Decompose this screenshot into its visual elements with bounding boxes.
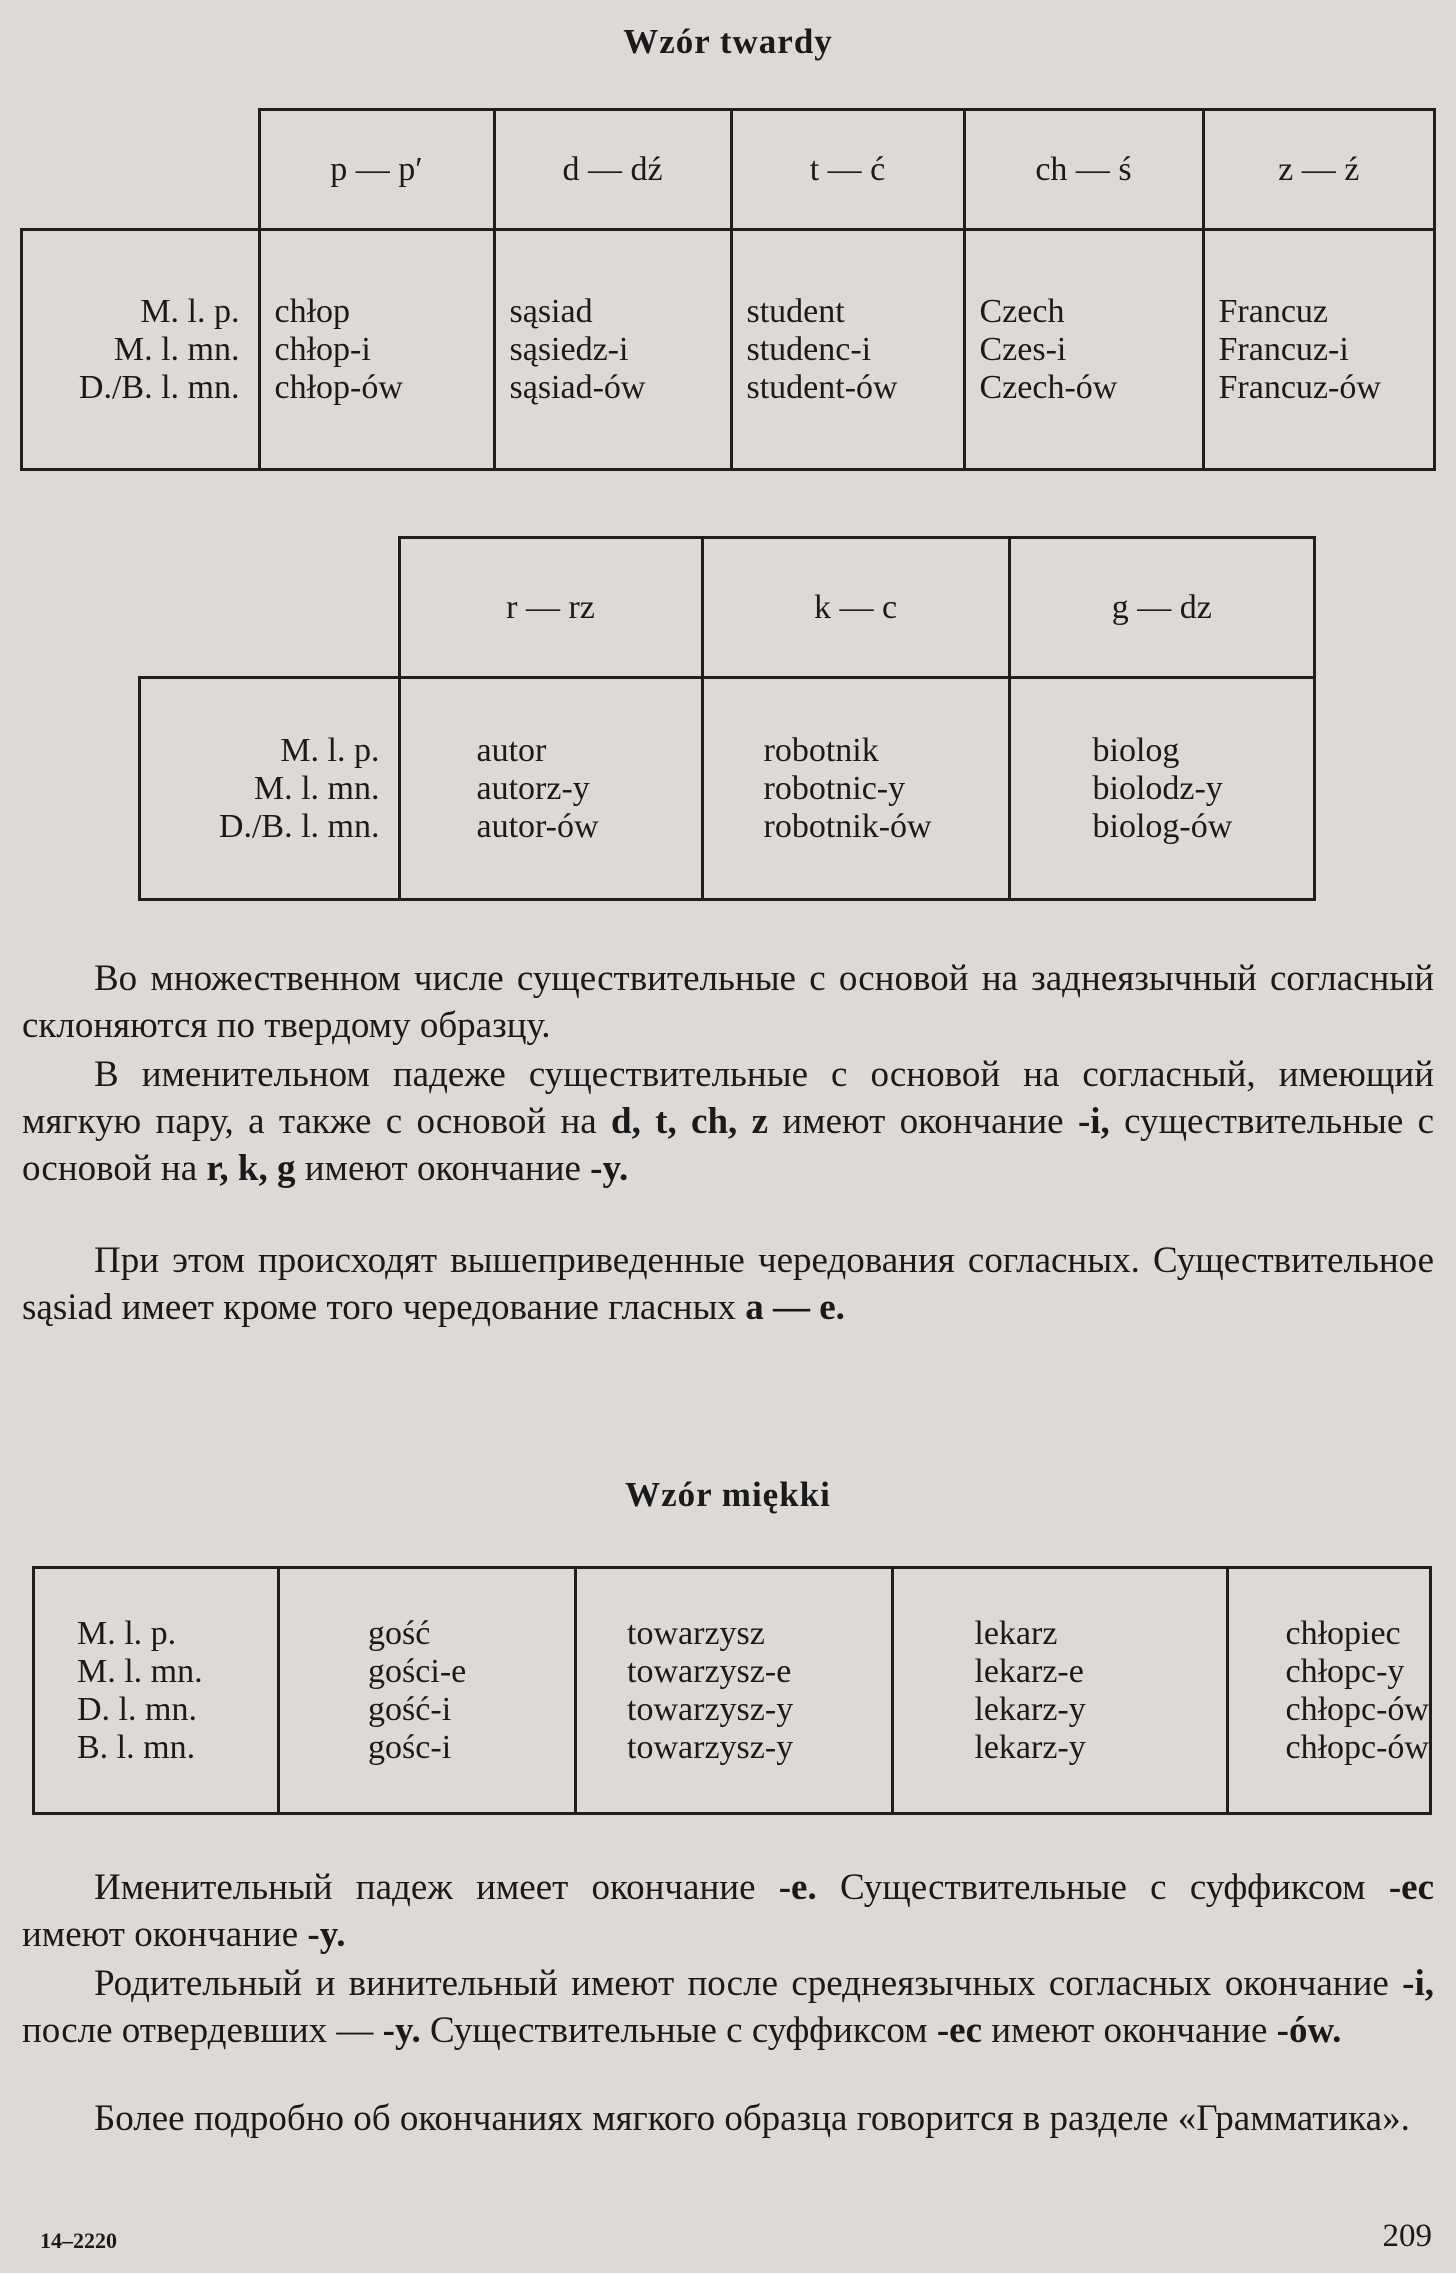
table2-case-labels: M. l. p. M. l. mn. D./B. l. mn. xyxy=(140,678,400,900)
table2-cell-biolog: biolog biolodz-y biolog-ów xyxy=(1009,678,1315,900)
page-number: 209 xyxy=(1382,2218,1432,2254)
table1-case-labels: M. l. p. M. l. mn. D./B. l. mn. xyxy=(22,230,260,470)
table2-header: k — c xyxy=(702,538,1009,678)
hard-table-1 xyxy=(20,108,1436,471)
table2-cell-robotnik: robotnik robotnic-y robotnik-ów xyxy=(702,678,1009,900)
paragraph: Именительный падеж имеет окончание -e. Существительные с суффиксом -ec имеют окончание -y. xyxy=(22,1867,1434,1955)
table1-header: d — dź xyxy=(494,110,731,230)
paragraph: Более подробно об окончаниях мягкого образца говорится в разделе «Грамматика». xyxy=(94,2098,1410,2139)
table2-header: r — rz xyxy=(399,538,702,678)
table1-cell-czech: Czech Czes-i Czech-ów xyxy=(964,230,1203,470)
table1-cell-student: student studenc-i student-ów xyxy=(731,230,964,470)
soft-cell-gosc: gość gości-e gość-i gośc-i xyxy=(279,1568,576,1814)
table1-cell-sasiad: sąsiad sąsiedz-i sąsiad-ów xyxy=(494,230,731,470)
paragraph: Во множественном числе существительные с основой на заднеязычный согласный склоняются по твердому образцу. xyxy=(22,958,1434,1046)
hard-table-2 xyxy=(138,536,1316,901)
soft-cell-lekarz: lekarz lekarz-e lekarz-y lekarz-y xyxy=(893,1568,1228,1814)
soft-cell-towarzysz: towarzysz towarzysz-e towarzysz-y towarzysz-y xyxy=(576,1568,893,1814)
print-code: 14–2220 xyxy=(40,2228,117,2253)
table2-cell-autor: autor autorz-y autor-ów xyxy=(399,678,702,900)
soft-case-labels: M. l. p. M. l. mn. D. l. mn. B. l. mn. xyxy=(34,1568,279,1814)
table1-cell-francuz: Francuz Francuz-i Francuz-ów xyxy=(1203,230,1435,470)
table1-header: ch — ś xyxy=(964,110,1203,230)
paragraph: При этом происходят вышеприведенные чередования согласных. Существительное sąsiad имеет кроме того чередование гласных a — e. xyxy=(22,1240,1434,1328)
paragraph: В именительном падеже существительные с основой на согласный, имеющий мягкую пару, а также с основой на d, t, ch, z имеют окончание -i, существительные с основой на r, k, g имеют окончание -y. xyxy=(22,1054,1435,1189)
soft-pattern-title: Wzór miękki xyxy=(625,1475,831,1514)
table2-header: g — dz xyxy=(1009,538,1315,678)
table1-header: z — ź xyxy=(1203,110,1435,230)
paragraph: Родительный и винительный имеют после среднеязычных согласных окончание -i, после отвердевших — -y. Существительные с суффиксом -ec имеют окончание -ów. xyxy=(22,1963,1434,2051)
hard-pattern-title: Wzór twardy xyxy=(623,22,833,61)
table1-header: p — p′ xyxy=(259,110,494,230)
soft-cell-chlopiec: chłopiec chłopc-y chłopc-ów chłopc-ów xyxy=(1228,1568,1431,1814)
table1-cell-chlop: chłop chłop-i chłop-ów xyxy=(259,230,494,470)
soft-table xyxy=(32,1566,1432,1815)
table1-header: t — ć xyxy=(731,110,964,230)
